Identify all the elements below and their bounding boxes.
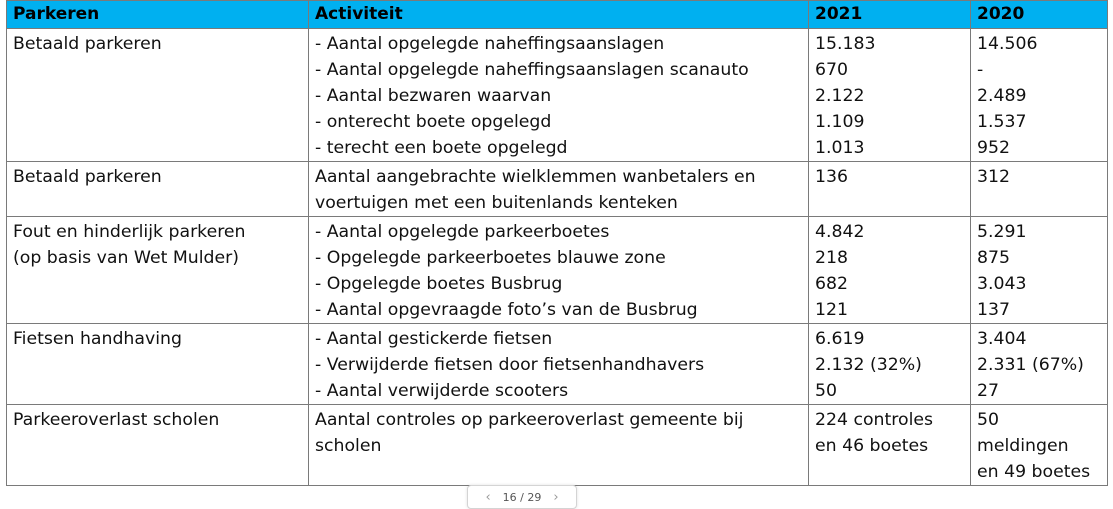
activity-line: - Aantal verwijderde scooters bbox=[315, 381, 569, 401]
value-line: 682 bbox=[815, 274, 848, 294]
value-line: 2.132 (32%) bbox=[815, 355, 922, 375]
table-header-row bbox=[7, 1, 1108, 29]
value-line: 670 bbox=[815, 60, 848, 80]
activity-cell bbox=[309, 324, 809, 405]
category-cell bbox=[7, 405, 309, 486]
page-navigator bbox=[467, 485, 577, 509]
activity-cell bbox=[309, 162, 809, 217]
value-line: 15.183 bbox=[815, 34, 876, 54]
category-cell bbox=[7, 162, 309, 217]
category-line: Betaald parkeren bbox=[13, 167, 162, 187]
table-row bbox=[7, 324, 1108, 405]
value-line: 50 bbox=[977, 410, 999, 430]
value-2020-cell bbox=[971, 405, 1108, 486]
value-line: 952 bbox=[977, 138, 1010, 158]
value-line: 1.013 bbox=[815, 138, 865, 158]
category-line: (op basis van Wet Mulder) bbox=[13, 248, 239, 268]
value-2021-cell bbox=[809, 217, 971, 324]
value-line: 137 bbox=[977, 300, 1010, 320]
header-2020: 2020 bbox=[971, 1, 1108, 29]
value-line: 4.842 bbox=[815, 222, 865, 242]
value-2020-cell bbox=[971, 29, 1108, 162]
value-2020-cell bbox=[971, 324, 1108, 405]
value-line: 3.404 bbox=[977, 329, 1027, 349]
activity-line: - Aantal opgelegde parkeerboetes bbox=[315, 222, 610, 242]
value-line: 27 bbox=[977, 381, 999, 401]
value-line: 6.619 bbox=[815, 329, 865, 349]
value-2021-cell bbox=[809, 29, 971, 162]
value-2021-cell bbox=[809, 405, 971, 486]
value-line: 2.331 (67%) bbox=[977, 355, 1084, 375]
activity-line: - Aantal opgelegde naheffingsaanslagen scanauto bbox=[315, 60, 749, 80]
category-cell bbox=[7, 217, 309, 324]
chevron-right-icon[interactable]: › bbox=[553, 489, 559, 505]
value-line: meldingen bbox=[977, 436, 1069, 456]
category-line: Fout en hinderlijk parkeren bbox=[13, 222, 246, 242]
value-line: 1.537 bbox=[977, 112, 1027, 132]
activity-line: - Opgelegde parkeerboetes blauwe zone bbox=[315, 248, 666, 268]
activity-line: - Verwijderde fietsen door fietsenhandhavers bbox=[315, 355, 705, 375]
category-cell bbox=[7, 324, 309, 405]
value-2020-cell bbox=[971, 217, 1108, 324]
header-activiteit: Activiteit bbox=[309, 1, 809, 29]
value-line: 121 bbox=[815, 300, 848, 320]
header-parkeren: Parkeren bbox=[7, 1, 309, 29]
value-2020-cell bbox=[971, 162, 1108, 217]
value-line: 136 bbox=[815, 167, 848, 187]
activity-line: Aantal aangebrachte wielklemmen wanbetalers en bbox=[315, 167, 756, 187]
activity-cell bbox=[309, 217, 809, 324]
value-line: 3.043 bbox=[977, 274, 1027, 294]
value-line: 875 bbox=[977, 248, 1010, 268]
table-row bbox=[7, 405, 1108, 486]
activity-line: Aantal controles op parkeeroverlast gemeente bij bbox=[315, 410, 744, 430]
parking-enforcement-table bbox=[6, 0, 1108, 486]
activity-cell bbox=[309, 405, 809, 486]
value-line: en 49 boetes bbox=[977, 462, 1091, 482]
value-line: 5.291 bbox=[977, 222, 1027, 242]
table-row bbox=[7, 162, 1108, 217]
activity-line: - Aantal gestickerde fietsen bbox=[315, 329, 553, 349]
activity-line: voertuigen met een buitenlands kenteken bbox=[315, 193, 678, 213]
header-2021: 2021 bbox=[809, 1, 971, 29]
activity-line: - terecht een boete opgelegd bbox=[315, 138, 568, 158]
activity-line: - Aantal opgevraagde foto’s van de Busbrug bbox=[315, 300, 698, 320]
value-line: 224 controles bbox=[815, 410, 934, 430]
value-line: en 46 boetes bbox=[815, 436, 929, 456]
category-line: Betaald parkeren bbox=[13, 34, 162, 54]
category-line: Parkeeroverlast scholen bbox=[13, 410, 220, 430]
value-line: - bbox=[977, 60, 984, 80]
table-row bbox=[7, 217, 1108, 324]
value-line: 2.122 bbox=[815, 86, 865, 106]
value-line: 14.506 bbox=[977, 34, 1038, 54]
activity-cell bbox=[309, 29, 809, 162]
table-row bbox=[7, 29, 1108, 162]
activity-line: scholen bbox=[315, 436, 382, 456]
activity-line: - onterecht boete opgelegd bbox=[315, 112, 552, 132]
value-2021-cell bbox=[809, 324, 971, 405]
page-indicator: 16 / 29 bbox=[502, 490, 542, 504]
value-line: 218 bbox=[815, 248, 848, 268]
value-2021-cell bbox=[809, 162, 971, 217]
value-line: 50 bbox=[815, 381, 837, 401]
value-line: 1.109 bbox=[815, 112, 865, 132]
category-cell bbox=[7, 29, 309, 162]
activity-line: - Aantal bezwaren waarvan bbox=[315, 86, 552, 106]
value-line: 2.489 bbox=[977, 86, 1027, 106]
activity-line: - Opgelegde boetes Busbrug bbox=[315, 274, 563, 294]
chevron-left-icon[interactable]: ‹ bbox=[485, 489, 491, 505]
category-line: Fietsen handhaving bbox=[13, 329, 182, 349]
activity-line: - Aantal opgelegde naheffingsaanslagen bbox=[315, 34, 665, 54]
value-line: 312 bbox=[977, 167, 1010, 187]
